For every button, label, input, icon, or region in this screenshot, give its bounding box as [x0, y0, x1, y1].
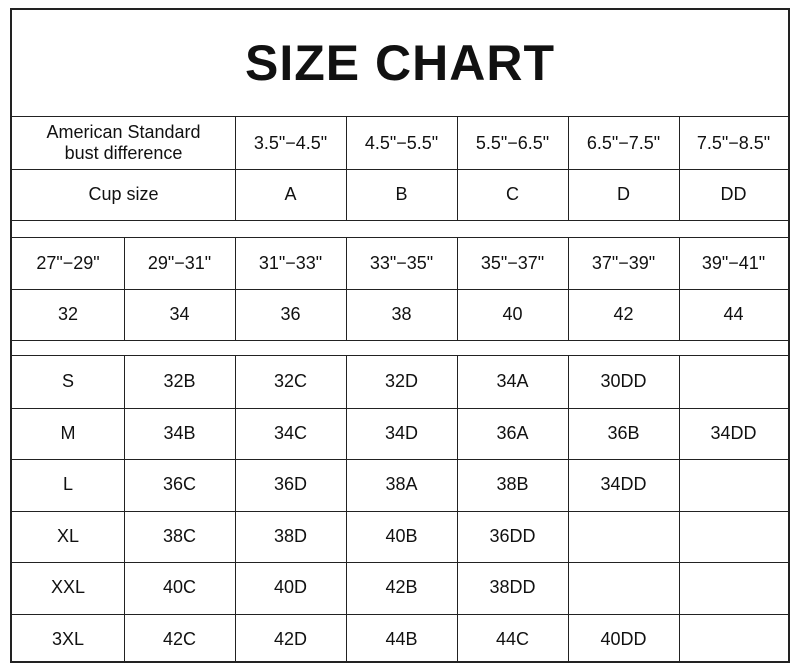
- bra-size-cell: 34DD: [600, 474, 647, 495]
- column-divider: [235, 356, 236, 661]
- column-divider: [346, 356, 347, 661]
- column-divider: [124, 238, 125, 340]
- bra-size-cell: 32B: [163, 371, 196, 392]
- column-divider: [346, 238, 347, 340]
- bra-size-cell: 38D: [273, 525, 308, 546]
- size-chart-table: [10, 8, 790, 663]
- band-size-cell: 36: [280, 304, 301, 324]
- band-size-cell: 34: [169, 304, 190, 324]
- cup-size-cell: D: [617, 184, 630, 204]
- band-size-cell: 40: [502, 304, 523, 324]
- letter-size-cell: XXL: [50, 577, 86, 598]
- bra-size-cell: 34D: [384, 422, 419, 443]
- column-divider: [235, 117, 236, 220]
- cup-size-cell: A: [284, 184, 297, 204]
- bra-size-cell: 38DD: [489, 577, 536, 598]
- bra-size-cell: 36A: [496, 422, 529, 443]
- bra-size-cell: 34DD: [710, 422, 757, 443]
- page-title: SIZE CHART: [12, 10, 788, 117]
- section-gap: [12, 220, 788, 238]
- bra-size-cell: 36DD: [489, 525, 536, 546]
- underbust-cell: 33"−35": [369, 253, 434, 273]
- cup-size-cell: C: [506, 184, 519, 204]
- bra-size-cell: [679, 614, 788, 666]
- column-divider: [679, 117, 680, 220]
- column-divider: [457, 117, 458, 220]
- bra-size-cell: 40DD: [600, 628, 647, 649]
- cup-size-label: Cup size: [88, 184, 159, 204]
- bra-size-cell: [679, 459, 788, 511]
- bra-size-cell: 34C: [273, 422, 308, 443]
- bra-size-cell: 42D: [273, 628, 308, 649]
- bust-difference-label: American Standard bust difference: [46, 122, 201, 163]
- column-divider: [457, 238, 458, 340]
- bra-size-cell: [679, 511, 788, 563]
- underbust-cell: 35"−37": [480, 253, 545, 273]
- bust-difference-cell: 7.5"−8.5": [696, 132, 771, 153]
- column-divider: [568, 238, 569, 340]
- band-size-cell: 32: [57, 304, 79, 324]
- bra-size-cell: 36B: [607, 422, 640, 443]
- bra-size-cell: 30DD: [600, 371, 647, 392]
- bra-size-cell: 44B: [385, 628, 418, 649]
- column-divider: [568, 356, 569, 661]
- bra-size-cell: 34A: [496, 371, 529, 392]
- bra-size-cell: 36C: [162, 474, 197, 495]
- letter-size-cell: XL: [56, 525, 80, 546]
- cup-size-cell: B: [395, 184, 408, 204]
- bra-size-cell: 40D: [273, 577, 308, 598]
- letter-size-cell: M: [60, 422, 76, 443]
- bra-size-cell: [568, 511, 679, 563]
- bra-size-cell: 36D: [273, 474, 308, 495]
- letter-size-cell: L: [62, 474, 73, 495]
- column-divider: [124, 356, 125, 661]
- bra-size-cell: 32D: [384, 371, 419, 392]
- column-divider: [568, 117, 569, 220]
- underbust-cell: 31"−33": [258, 253, 323, 273]
- bra-size-cell: 40C: [162, 577, 197, 598]
- bra-size-cell: 38C: [162, 525, 197, 546]
- bra-size-cell: 40B: [385, 525, 418, 546]
- underbust-cell: 39"−41": [701, 253, 766, 273]
- band-size-cell: 38: [391, 304, 412, 324]
- bra-size-cell: 34B: [163, 422, 196, 443]
- underbust-cell: 29"−31": [147, 253, 212, 273]
- column-divider: [346, 117, 347, 220]
- bra-size-cell: 44C: [495, 628, 530, 649]
- letter-size-cell: S: [61, 371, 74, 392]
- cup-size-cell: DD: [720, 184, 747, 204]
- bra-size-cell: 32C: [273, 371, 308, 392]
- column-divider: [457, 356, 458, 661]
- bra-size-cell: 42B: [385, 577, 418, 598]
- bust-difference-cell: 3.5"−4.5": [253, 132, 328, 153]
- column-divider: [679, 356, 680, 661]
- letter-size-cell: 3XL: [51, 628, 85, 649]
- band-size-cell: 44: [723, 304, 744, 324]
- bra-size-cell: [679, 356, 788, 408]
- bust-difference-cell: 6.5"−7.5": [586, 132, 661, 153]
- bra-size-cell: [568, 562, 679, 614]
- bra-size-cell: [679, 562, 788, 614]
- bust-difference-cell: 5.5"−6.5": [475, 132, 550, 153]
- column-divider: [235, 238, 236, 340]
- section-gap: [12, 340, 788, 356]
- bra-size-cell: 38A: [385, 474, 418, 495]
- underbust-cell: 37"−39": [591, 253, 656, 273]
- bra-size-cell: 42C: [162, 628, 197, 649]
- band-size-cell: 42: [613, 304, 634, 324]
- bra-size-cell: 38B: [496, 474, 529, 495]
- column-divider: [679, 238, 680, 340]
- underbust-cell: 27"−29": [36, 253, 100, 273]
- bust-difference-cell: 4.5"−5.5": [364, 132, 439, 153]
